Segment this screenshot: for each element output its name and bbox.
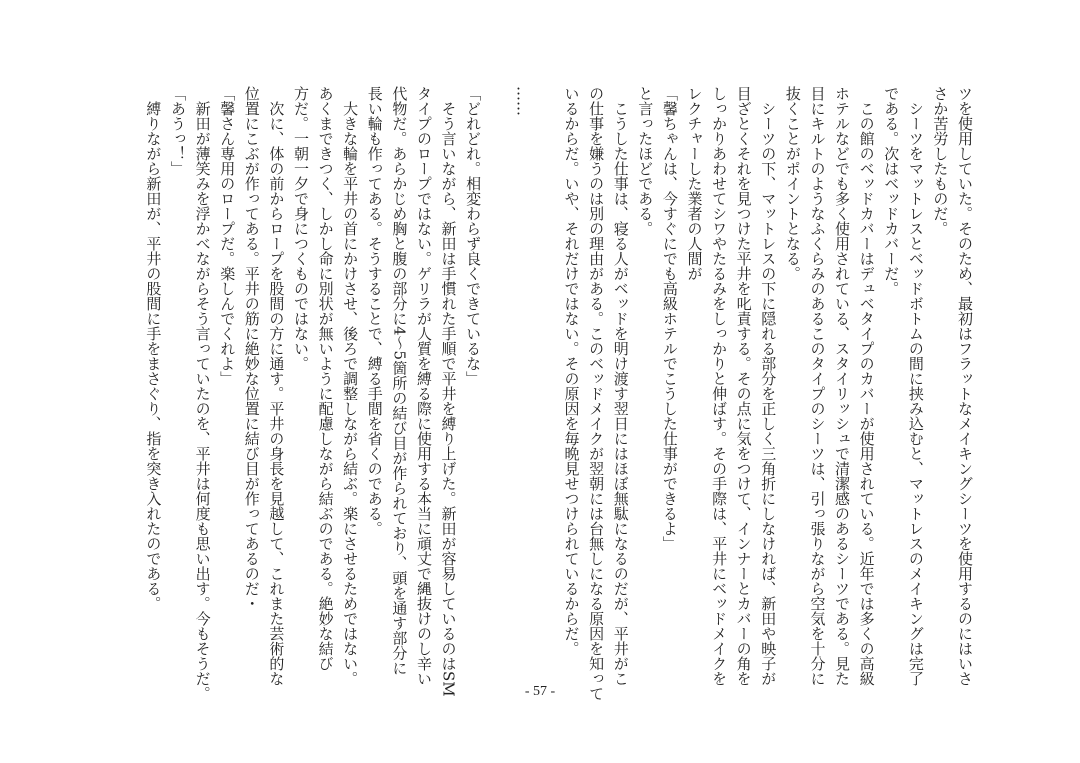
text-line: と言ったほどである。	[636, 86, 655, 236]
text-line: いるからだ。いや、それだけではない。その原因を毎晩見せつけられているからだ。	[562, 86, 581, 656]
text-line: ホテルなどでも多く使用されている、スタイリッシュで清潔感のあるシーツである。見た	[833, 86, 852, 686]
text-line: この館のベッドカバーはデュベタイプのカバーが使用されている。近年では多くの高級	[857, 86, 876, 686]
text-line: 位置にこぶが作ってある。平井の筋に絶妙な位置に結び目が作ってあるのだ・	[242, 86, 261, 611]
blank-line	[485, 86, 510, 696]
text-line: シーツをマットレスとベッドボトムの間に挟み込むと、マットレスのメイキングは完了	[906, 86, 925, 686]
text-line: 方だ。一朝一夕で身につくものではない。	[291, 86, 310, 371]
text-line: 目ざとくそれを見つけた平井を叱責する。その点に気をつけて、インナーとカバーの角を	[734, 86, 753, 686]
vertical-body-text	[97, 86, 977, 701]
text-line: 新田が薄笑みを浮かべながらそう言っていたのを、平井は何度も思い出す。今もそうだ。	[193, 86, 212, 701]
text-line: タイプのロープではない。ゲリラが人質を縛る際に使用する本当に頑丈で縄抜けのし辛い	[414, 86, 433, 686]
text-line: 抜くことがポイントとなる。	[783, 86, 802, 281]
text-line: シーツの下、マットレスの下に隠れる部分を正しく三角折にしなければ、新田や映子が	[759, 86, 778, 686]
text-line: 「あうっ！」	[169, 86, 187, 176]
text-line: ツを使用していた。そのため、最初はフラットなメイキングシーツを使用するのにはいさ	[956, 86, 974, 686]
text-line: レクチャーした業者の人間が	[685, 86, 704, 281]
text-line: そう言いながら、新田は手慣れた手順で平井を縛り上げた。新田が容易しているのはSM	[439, 86, 458, 697]
text-line: 「馨さん専用のロープだ。楽しんでくれよ」	[218, 86, 237, 386]
text-line: 代物だ。あらかじめ胸と腹の部分に4～5箇所の結び目が作られており、頭を通す部分に	[390, 86, 409, 676]
text-line: の仕事を嫌うのは別の理由がある。このベッドメイクが翌朝には台無しになる原因を知って	[587, 86, 606, 701]
text-line: 「馨ちゃんは、今すぐにでも高級ホテルでこうした仕事ができるよ」	[660, 86, 679, 551]
page-number: - 57 -	[524, 684, 556, 699]
text-line: こうした仕事は、寝る人がベッドを明け渡す翌日にはほぼ無駄になるのだが、平井がこ	[611, 86, 630, 686]
text-line: 縛りながら新田が、平井の股間に手をまさぐり、指を突き入れたのである。	[144, 86, 163, 611]
text-line: 長い輪も作ってある。そうすることで、縛る手間を省くのである。	[365, 86, 384, 536]
text-line: さか苦労したものだ。	[931, 86, 950, 236]
text-line: しっかりあわせてシワやたるみをしっかりと伸ばす。その手際は、平井にベッドメイクを	[710, 86, 729, 686]
text-line: である。次はベッドカバーだ。	[882, 86, 901, 296]
text-line: 次に、体の前からロープを股間の方に通す。平井の身長を見越して、これまた芸術的な	[267, 86, 286, 686]
text-line: 「どれどれ。相変わらず良くできているな」	[464, 86, 483, 386]
text-line: 目にキルトのようなふくらみのあるこのタイプのシーツは、引っ張りながら空気を十分に	[808, 86, 827, 686]
text-line: あくまできつく、しかし命に別状が無いように配慮しながら結ぶのである。絶妙な結び	[316, 86, 335, 671]
text-line: ……	[513, 86, 532, 116]
text-line: 大きな輪を平井の首にかけさせ、後ろで調整しながら結ぶ。楽にさせるためではない。	[341, 86, 360, 686]
blank-line	[534, 86, 559, 696]
